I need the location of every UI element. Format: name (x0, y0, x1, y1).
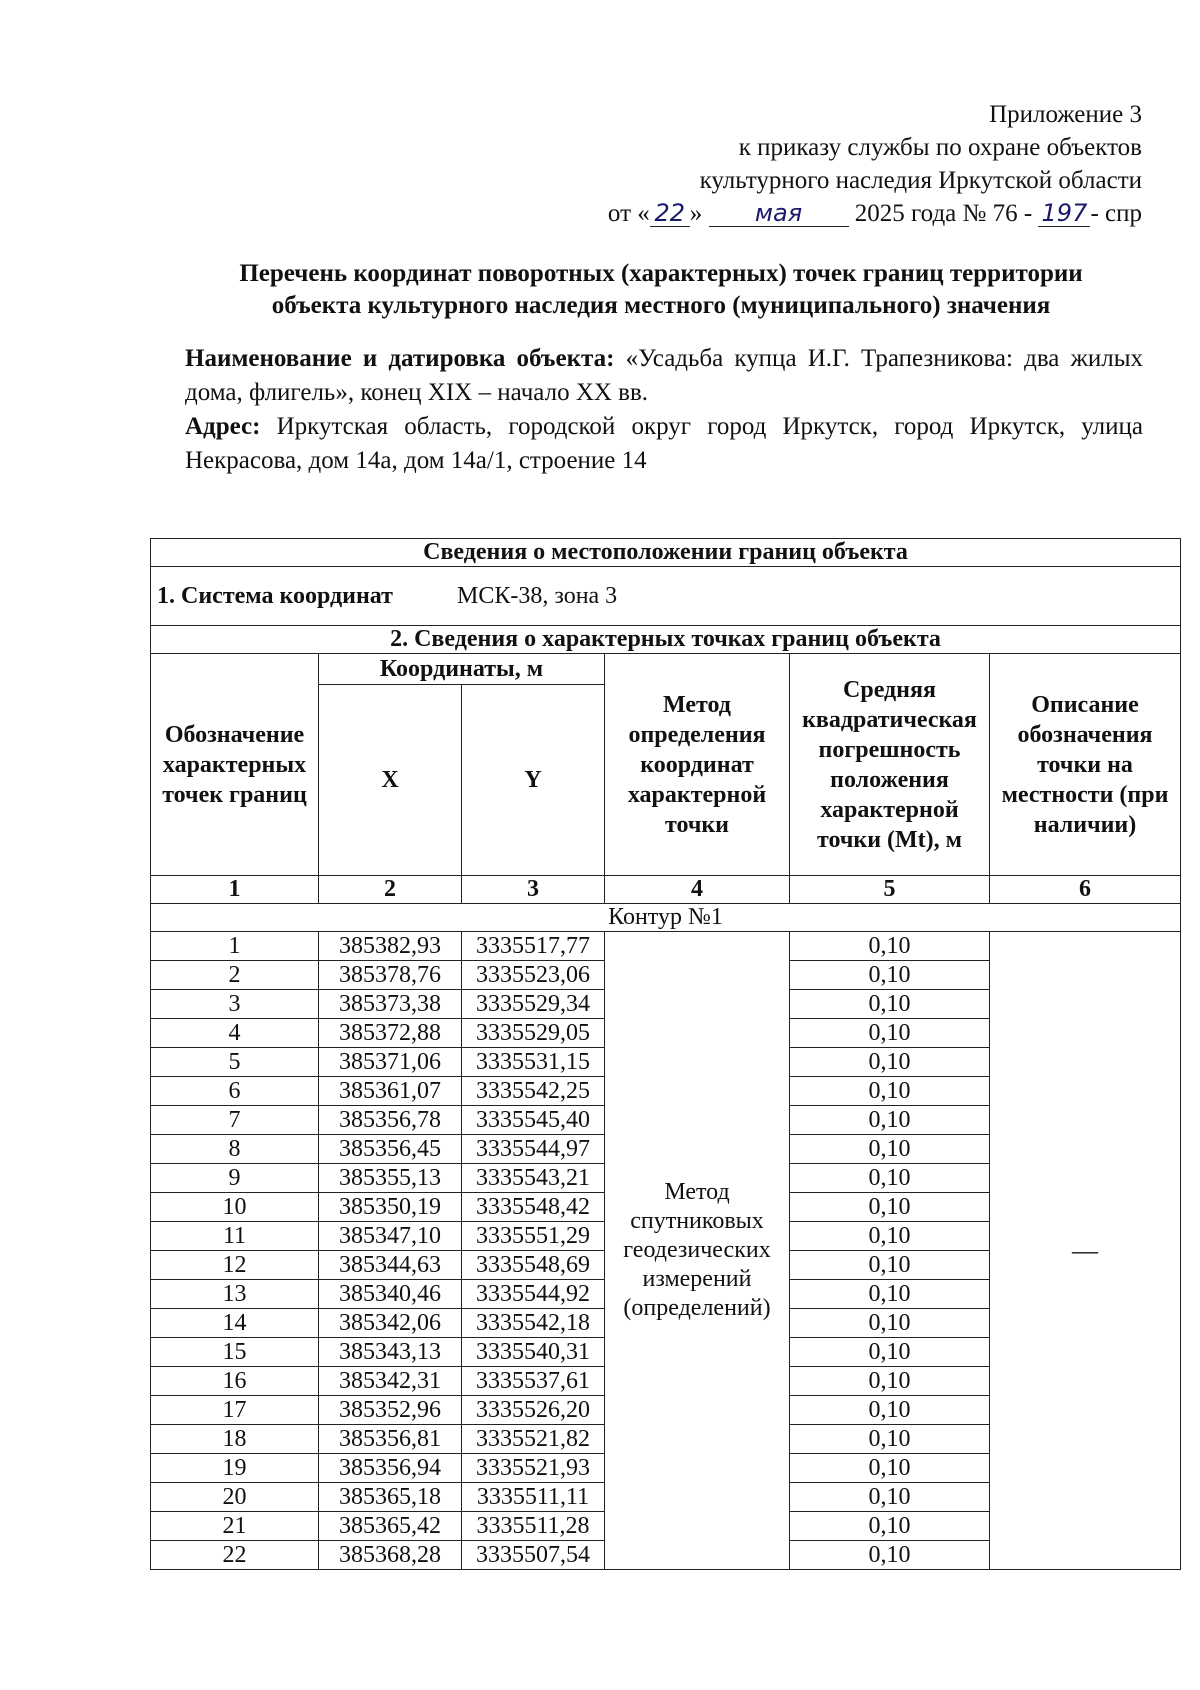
description-value: — (990, 932, 1181, 1570)
point-number: 21 (151, 1512, 319, 1541)
point-mt: 0,10 (790, 1454, 990, 1483)
object-address-label: Адрес: (185, 413, 261, 440)
order-reference: к приказу службы по охране объектов (738, 134, 1142, 161)
point-y: 3335507,54 (462, 1541, 605, 1570)
col-number: 6 (990, 876, 1181, 904)
point-number: 12 (151, 1251, 319, 1280)
point-x: 385342,31 (319, 1367, 462, 1396)
point-x: 385340,46 (319, 1280, 462, 1309)
coordinates-table (150, 538, 1181, 1570)
title-line-2: объекта культурного наследия местного (муниципального) значения (271, 292, 1051, 319)
point-y: 3335551,29 (462, 1222, 605, 1251)
points-title: 2. Сведения о характерных точках границ объекта (151, 626, 1181, 654)
point-x: 385343,13 (319, 1338, 462, 1367)
col-number: 5 (790, 876, 990, 904)
point-x: 385372,88 (319, 1019, 462, 1048)
point-y: 3335548,69 (462, 1251, 605, 1280)
point-y: 3335523,06 (462, 961, 605, 990)
point-y: 3335544,92 (462, 1280, 605, 1309)
point-mt: 0,10 (790, 1338, 990, 1367)
point-y: 3335537,61 (462, 1367, 605, 1396)
point-x: 385356,94 (319, 1454, 462, 1483)
point-number: 7 (151, 1106, 319, 1135)
point-number: 8 (151, 1135, 319, 1164)
point-number: 3 (151, 990, 319, 1019)
appendix-number: Приложение 3 (989, 101, 1142, 128)
object-info (185, 342, 1143, 478)
point-x: 385347,10 (319, 1222, 462, 1251)
point-x: 385356,81 (319, 1425, 462, 1454)
section-title: Сведения о местоположении границ объекта (151, 539, 1181, 567)
point-mt: 0,10 (790, 1309, 990, 1338)
date-prefix: от « (607, 200, 650, 227)
point-mt: 0,10 (790, 1048, 990, 1077)
point-y: 3335543,21 (462, 1164, 605, 1193)
point-y: 3335545,40 (462, 1106, 605, 1135)
col-designation-header: Обозначение характерных точек границ (151, 654, 319, 876)
point-x: 385344,63 (319, 1251, 462, 1280)
order-number: 197 (1038, 200, 1090, 227)
point-y: 3335529,05 (462, 1019, 605, 1048)
order-date-line (608, 197, 1142, 230)
point-number: 16 (151, 1367, 319, 1396)
date-mid: » (689, 200, 703, 227)
point-x: 385365,18 (319, 1483, 462, 1512)
point-mt: 0,10 (790, 932, 990, 961)
point-mt: 0,10 (790, 1135, 990, 1164)
point-y: 3335540,31 (462, 1338, 605, 1367)
point-mt: 0,10 (790, 1541, 990, 1570)
point-number: 22 (151, 1541, 319, 1570)
col-x-header: X (319, 685, 462, 876)
point-number: 10 (151, 1193, 319, 1222)
col-number: 4 (605, 876, 790, 904)
point-y: 3335529,34 (462, 990, 605, 1019)
point-mt: 0,10 (790, 1396, 990, 1425)
method-value: Метод спутниковых геодезических измерений (определений) (605, 932, 790, 1570)
point-number: 14 (151, 1309, 319, 1338)
point-number: 9 (151, 1164, 319, 1193)
col-error-header: Средняя квадратическая погрешность положения характерной точки (Mt), м (790, 654, 990, 876)
point-y: 3335548,42 (462, 1193, 605, 1222)
point-mt: 0,10 (790, 1106, 990, 1135)
appendix-header (608, 98, 1142, 230)
object-address-value: Иркутская область, городской округ город Иркутск, город Иркутск, улица Некрасова, дом 14а, дом 14а/1, строение 14 (185, 413, 1144, 474)
point-x: 385355,13 (319, 1164, 462, 1193)
point-x: 385365,42 (319, 1512, 462, 1541)
point-x: 385356,78 (319, 1106, 462, 1135)
point-x: 385342,06 (319, 1309, 462, 1338)
point-x: 385371,06 (319, 1048, 462, 1077)
point-y: 3335511,11 (462, 1483, 605, 1512)
point-number: 1 (151, 932, 319, 961)
point-mt: 0,10 (790, 1425, 990, 1454)
point-y: 3335542,18 (462, 1309, 605, 1338)
point-x: 385352,96 (319, 1396, 462, 1425)
col-number: 1 (151, 876, 319, 904)
point-mt: 0,10 (790, 1077, 990, 1106)
point-number: 2 (151, 961, 319, 990)
coordinate-system-label: 1. Система координат (157, 582, 393, 609)
point-mt: 0,10 (790, 1280, 990, 1309)
object-name-value: «Усадьба купца И.Г. Трапезникова: два жилых дома, флигель», конец XIX – начало XX вв. (185, 345, 1143, 406)
order-suffix: - спр (1090, 200, 1142, 227)
point-number: 6 (151, 1077, 319, 1106)
point-x: 385382,93 (319, 932, 462, 961)
col-method-header: Метод определения координат характерной точки (605, 654, 790, 876)
point-x: 385373,38 (319, 990, 462, 1019)
col-y-header: Y (462, 685, 605, 876)
point-y: 3335531,15 (462, 1048, 605, 1077)
point-y: 3335542,25 (462, 1077, 605, 1106)
table-row (151, 932, 1181, 961)
coordinate-system-row (151, 567, 1181, 626)
point-y: 3335544,97 (462, 1135, 605, 1164)
col-coords-header: Координаты, м (319, 654, 605, 685)
title-line-1: Перечень координат поворотных (характерных) точек границ территории (239, 260, 1083, 287)
object-name-paragraph (185, 342, 1143, 410)
object-name-label: Наименование и датировка объекта: (185, 345, 615, 372)
col-number: 3 (462, 876, 605, 904)
coordinate-system-value: МСК-38, зона 3 (457, 582, 618, 609)
point-number: 18 (151, 1425, 319, 1454)
col-description-header: Описание обозначения точки на местности (при наличии) (990, 654, 1181, 876)
point-number: 5 (151, 1048, 319, 1077)
point-x: 385378,76 (319, 961, 462, 990)
point-mt: 0,10 (790, 961, 990, 990)
point-x: 385368,28 (319, 1541, 462, 1570)
col-number: 2 (319, 876, 462, 904)
point-number: 11 (151, 1222, 319, 1251)
point-x: 385350,19 (319, 1193, 462, 1222)
point-mt: 0,10 (790, 1512, 990, 1541)
contour-label: Контур №1 (151, 904, 1181, 932)
document-title (180, 258, 1142, 322)
point-number: 19 (151, 1454, 319, 1483)
point-number: 4 (151, 1019, 319, 1048)
point-mt: 0,10 (790, 1251, 990, 1280)
point-mt: 0,10 (790, 1019, 990, 1048)
order-day: 22 (650, 200, 690, 227)
point-y: 3335526,20 (462, 1396, 605, 1425)
point-number: 17 (151, 1396, 319, 1425)
object-address-paragraph (185, 410, 1143, 478)
point-y: 3335521,82 (462, 1425, 605, 1454)
authority-name: культурного наследия Иркутской области (699, 167, 1142, 194)
order-year-text: 2025 года № 76 - (854, 200, 1033, 227)
point-x: 385356,45 (319, 1135, 462, 1164)
point-number: 15 (151, 1338, 319, 1367)
point-mt: 0,10 (790, 990, 990, 1019)
point-mt: 0,10 (790, 1483, 990, 1512)
order-month: мая (709, 200, 849, 227)
point-number: 20 (151, 1483, 319, 1512)
point-y: 3335511,28 (462, 1512, 605, 1541)
point-x: 385361,07 (319, 1077, 462, 1106)
point-number: 13 (151, 1280, 319, 1309)
point-y: 3335517,77 (462, 932, 605, 961)
point-mt: 0,10 (790, 1222, 990, 1251)
point-mt: 0,10 (790, 1164, 990, 1193)
point-mt: 0,10 (790, 1367, 990, 1396)
point-y: 3335521,93 (462, 1454, 605, 1483)
point-mt: 0,10 (790, 1193, 990, 1222)
